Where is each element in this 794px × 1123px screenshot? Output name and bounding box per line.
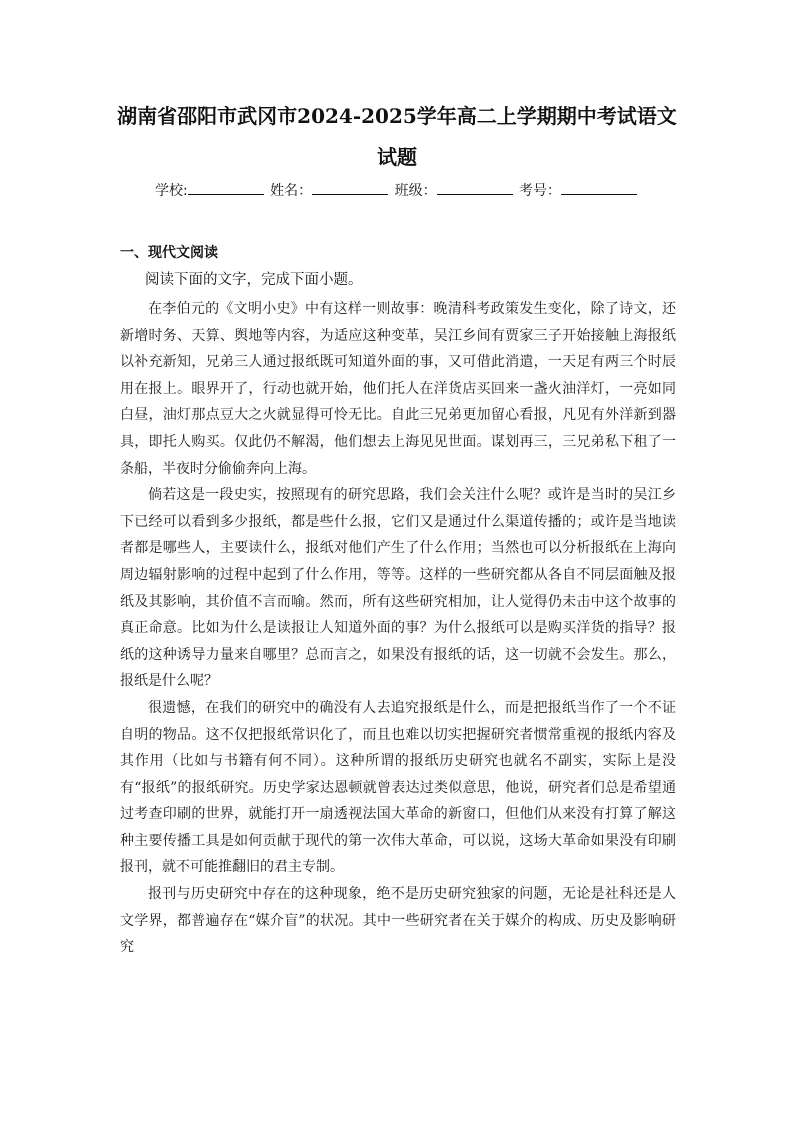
passage-paragraph-4: 报刊与历史研究中存在的这种现象，绝不是历史研究独家的问题，无论是社科还是人文学界，都普遍存在“媒介盲”的状况。其中一些研究者在关于媒介的构成、历史及影响研究: [120, 886, 676, 956]
student-info-row: [0, 180, 794, 201]
document-title-continued: 试题: [377, 145, 417, 169]
number-label: 考号：: [519, 183, 562, 199]
reading-passage: [120, 296, 676, 961]
number-blank[interactable]: [561, 180, 637, 195]
document-title: 湖南省邵阳市武冈市2024-2025学年高二上学期期中考试语文: [117, 104, 677, 128]
name-blank[interactable]: [312, 180, 388, 195]
passage-paragraph-2: 倘若这是一段史实，按照现有的研究思路，我们会关注什么呢？或许是当时的吴江乡下已经可以看到多少报纸，都是些什么报，它们又是通过什么渠道传播的；或许是当地读者都是哪些人，主要读什么，报纸对他们产生了什么作用；当然也可以分析报纸在上海向周边辐射影响的过程中起到了什么作用，等等。这样的一些研究都从各自不同层面触及报纸及其影响，其价值不言而喻。然而，所有这些研究相加，让人觉得仍未击中这个故事的真正命意。比如为什么是读报让人知道外面的事？为什么报纸可以是购买洋货的指导？报纸的这种诱导力量来自哪里？总而言之，如果没有报纸的话，这一切就不会发生。那么，报纸是什么呢？: [120, 487, 676, 690]
passage-paragraph-3: 很遗憾，在我们的研究中的确没有人去追究报纸是什么，而是把报纸当作了一个不证自明的物品。这不仅把报纸常识化了，而且也难以切实把握研究者惯常重视的报纸内容及其作用（比如与书籍有何不同）。这种所谓的报纸历史研究也就名不副实，实际上是没有“报纸”的报纸研究。历史学家达恩顿就曾表达过类似意思，他说，研究者们总是希望通过考查印刷的世界，就能打开一扇透视法国大革命的新窗口，但他们从来没有打算了解这种主要传播工具是如何贡献于现代的第一次伟大革命，可以说，这场大革命如果没有印刷报刊，就不可能推翻旧的君主专制。: [120, 699, 676, 876]
school-blank[interactable]: [188, 180, 264, 195]
school-label: 学校:: [154, 183, 188, 199]
name-label: 姓名：: [270, 183, 313, 199]
school-field: [155, 180, 266, 201]
class-field: [395, 180, 515, 201]
name-field: [270, 180, 390, 201]
section-heading: 一、现代文阅读: [120, 245, 218, 261]
reading-instruction: 阅读下面的文字，完成下面小题。: [145, 272, 363, 288]
class-blank[interactable]: [437, 180, 513, 195]
number-field: [519, 180, 639, 201]
passage-paragraph-1: 在李伯元的《文明小史》中有这样一则故事：晚清科考政策发生变化，除了诗文，还新增时务、天算、舆地等内容，为适应这种变革，吴江乡间有贾家三子开始接触上海报纸以补充新知，兄弟三人通过报纸既可知道外面的事，又可借此消遣，一天足有两三个时辰用在报上。眼界开了，行动也就开始，他们托人在洋货店买回来一盏火油洋灯，一亮如同白昼，油灯那点豆大之火就显得可怜无比。自此三兄弟更加留心看报，凡见有外洋新到器具，即托人购买。仅此仍不解渴，他们想去上海见见世面。谋划再三，三兄弟私下租了一条船，半夜时分偷偷奔向上海。: [120, 301, 676, 477]
class-label: 班级：: [394, 183, 437, 199]
